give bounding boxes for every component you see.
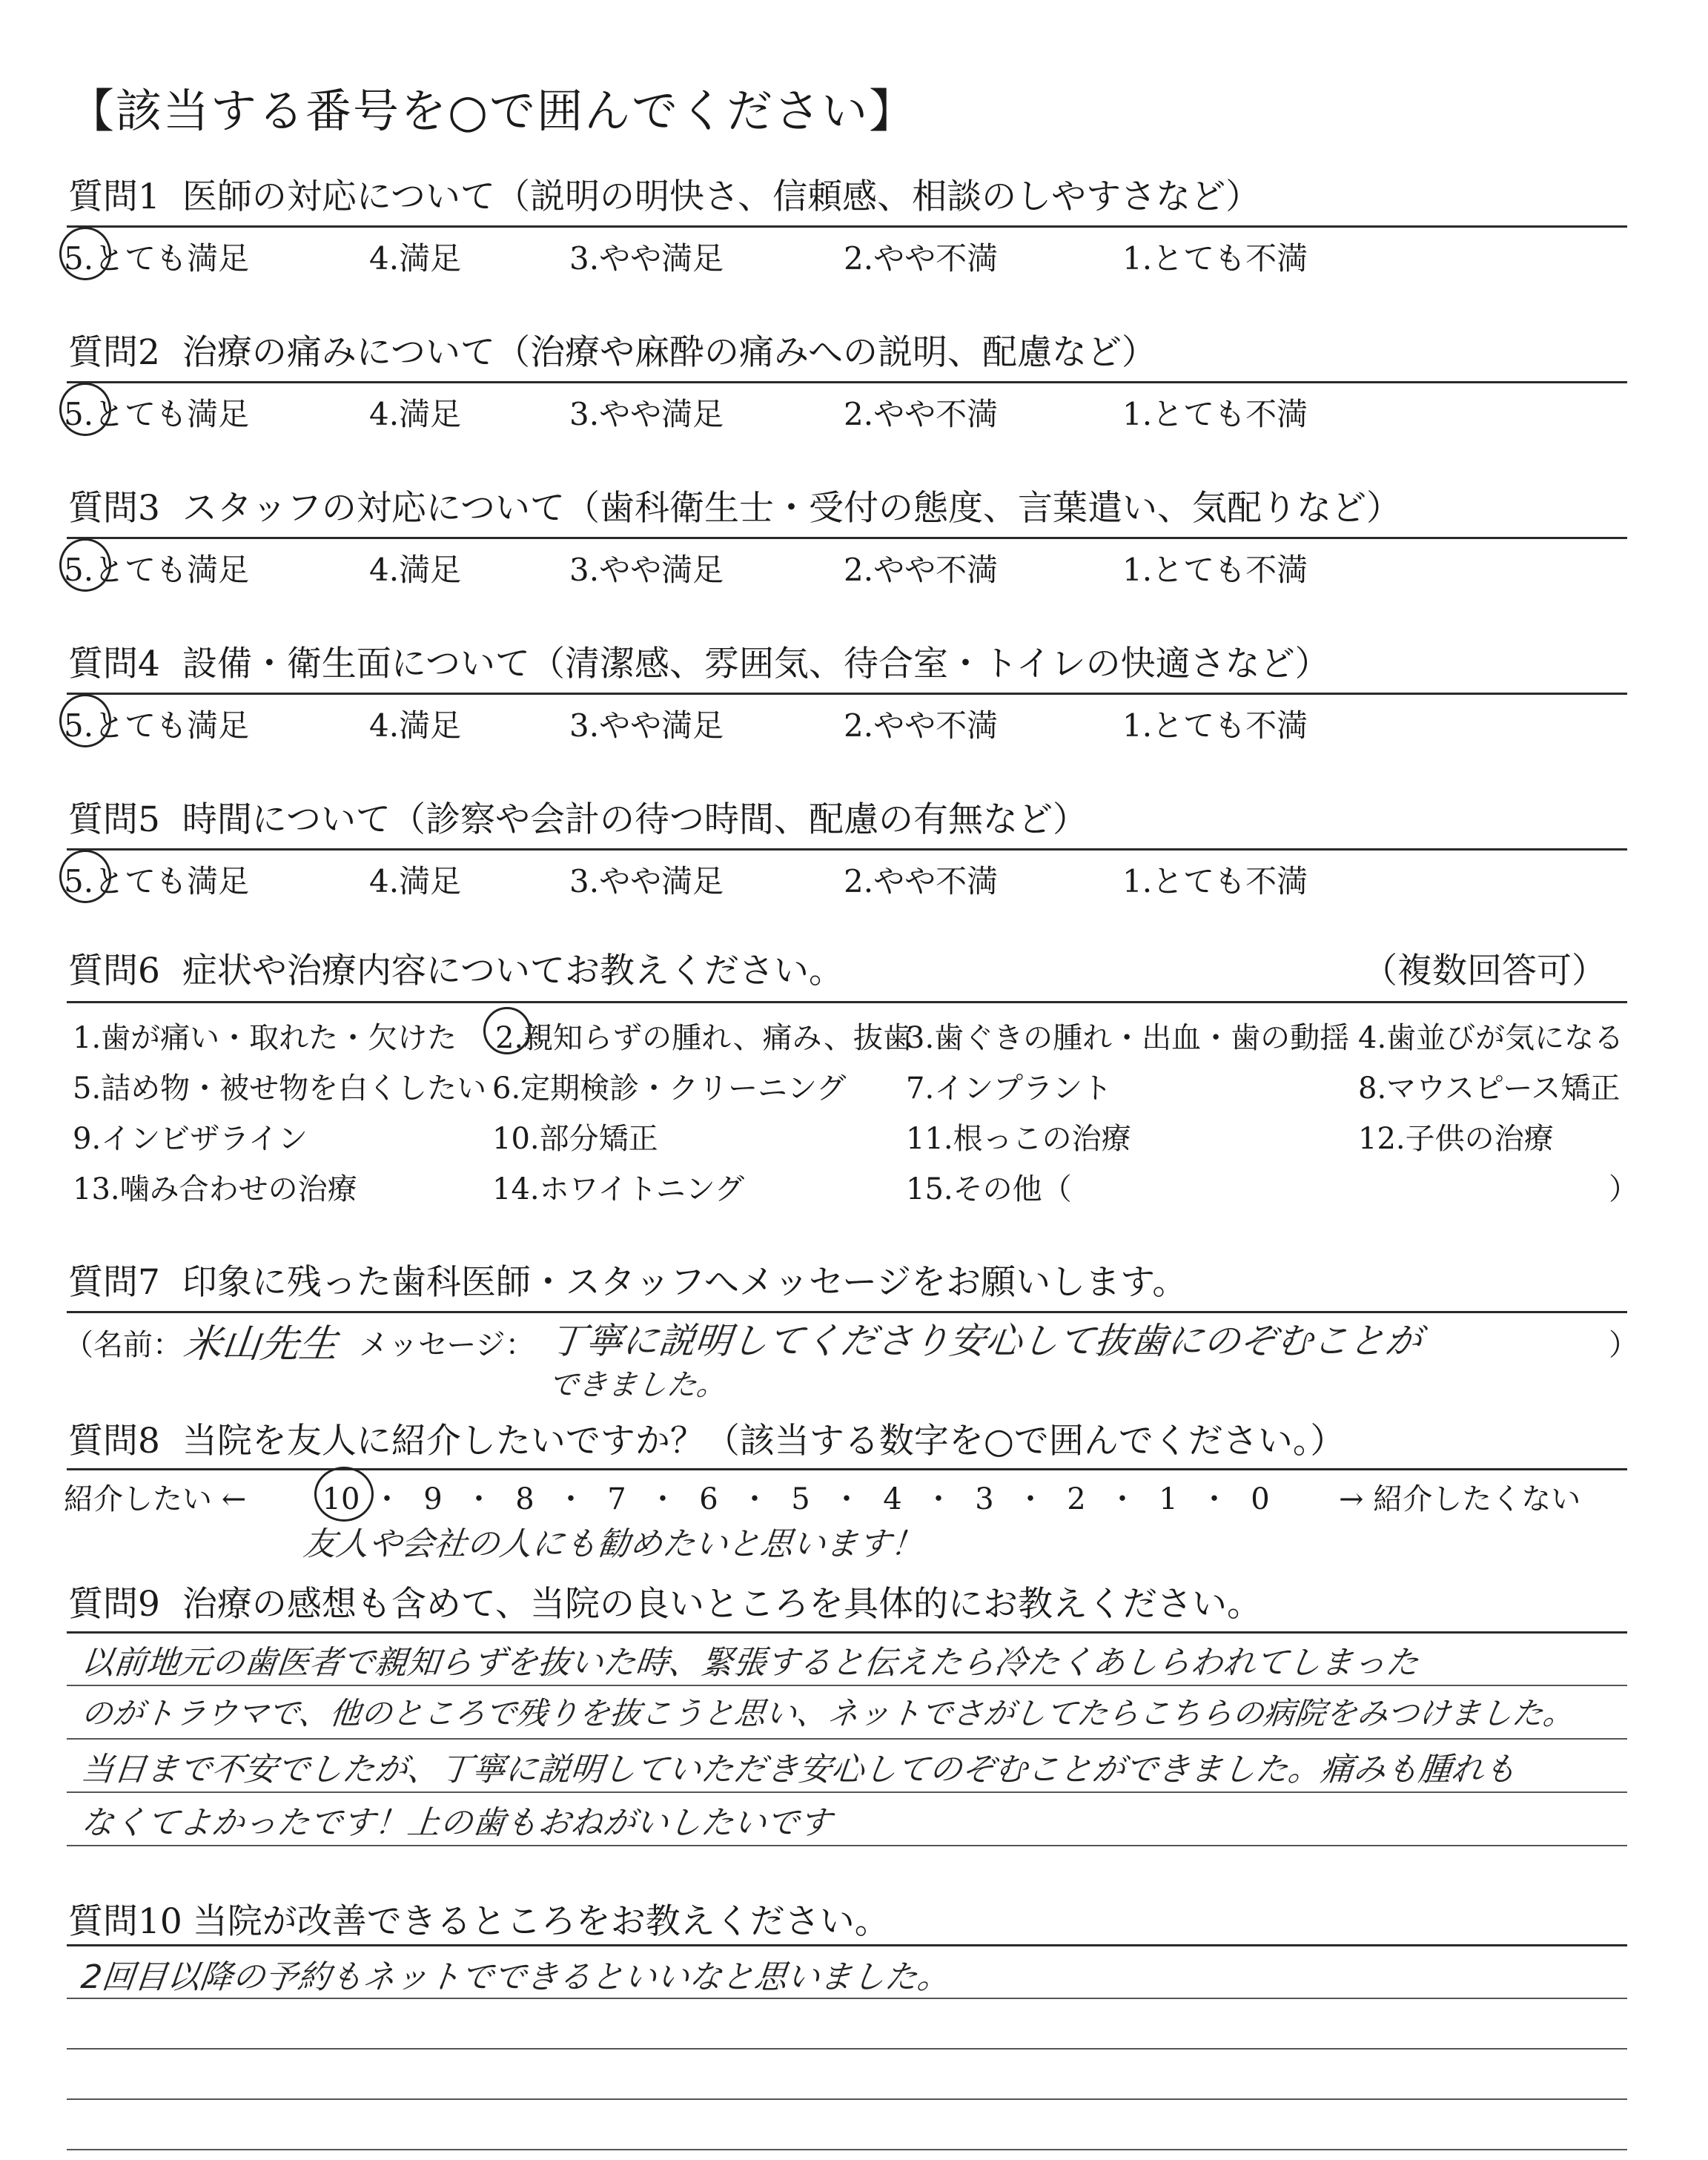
q6-option-11[interactable]: 11.根っこの治療 [906,1122,1131,1156]
scale-value-10[interactable]: 10 [322,1482,360,1516]
q1-heading [68,169,1260,219]
q6-option-14[interactable]: 14.ホワイトニング [492,1172,745,1206]
q6-text: 症状や治療内容についてお教えください。 [182,951,844,991]
q7-text: 印象に残った歯科医師・スタッフへメッセージをお願いします。 [182,1262,1188,1303]
scale-value-9[interactable]: 9 [423,1482,443,1516]
q3-option-5[interactable]: 5.とても満足 [64,552,250,588]
q5-number: 質問5 [68,799,160,840]
q6-option-15[interactable]: 15.その他（ [906,1172,1072,1206]
q5-selection-circle [59,850,111,903]
q9-line-rule-3 [67,1791,1627,1793]
scale-separator: ・ [372,1482,402,1516]
q9-line-rule-4 [67,1845,1627,1846]
scale-separator: ・ [1199,1482,1229,1516]
q6-option-7[interactable]: 7.インプラント [906,1071,1113,1106]
q1-option-5[interactable]: 5.とても満足 [64,240,250,277]
scale-value-8[interactable]: 8 [515,1482,534,1516]
q2-selection-circle [59,383,111,436]
q3-text: スタッフの対応について（歯科衛生士・受付の態度、言葉遣い、気配りなど） [182,488,1401,529]
q3-option-1[interactable]: 1.とても不満 [1122,552,1308,588]
scale-separator: ・ [832,1482,861,1516]
q10-answer-line-1[interactable]: 2回目以降の予約もネットでできるといいなと思いました。 [79,1958,953,1996]
q1-text: 医師の対応について（説明の明快さ、信頼感、相談のしやすさなど） [182,176,1261,217]
scale-separator: ・ [1016,1482,1045,1516]
q6-option-2[interactable]: 2.親知らずの腫れ、痛み、抜歯 [495,1021,913,1055]
q4-text: 設備・衛生面について（清潔感、雰囲気、待合室・トイレの快適さなど） [182,644,1330,684]
q8-right-label: → 紹介したくない [1339,1482,1581,1516]
q6-option-1[interactable]: 1.歯が痛い・取れた・欠けた [73,1021,457,1055]
q2-option-3[interactable]: 3.やや満足 [569,396,724,432]
q9-rule [67,1631,1627,1634]
q6-option-9[interactable]: 9.インビザライン [73,1122,308,1156]
q3-option-2[interactable]: 2.やや不満 [844,552,999,588]
q7-number: 質問7 [68,1262,160,1303]
q8-selection-circle [314,1467,374,1522]
q1-option-3[interactable]: 3.やや満足 [569,240,724,277]
q6-option-4[interactable]: 4.歯並びが気になる [1358,1021,1624,1055]
q10-line-rule-2 [67,2048,1627,2050]
q1-number: 質問1 [68,176,160,217]
scale-separator: ・ [740,1482,769,1516]
q1-rule [67,225,1627,228]
q6-option-3[interactable]: 3.歯ぐきの腫れ・出血・歯の動揺 [906,1021,1350,1055]
q4-option-4[interactable]: 4.満足 [369,707,462,744]
q10-heading [68,1894,890,1943]
q2-option-4[interactable]: 4.満足 [369,396,462,432]
q9-text: 治療の感想も含めて、当院の良いところを具体的にお教えください。 [182,1584,1262,1625]
q4-heading [68,636,1330,686]
q8-heading [68,1413,1345,1463]
q8-left-label: 紹介したい ← [64,1482,247,1516]
q6-option-12[interactable]: 12.子供の治療 [1358,1122,1554,1156]
q6-option-15-close: ） [1609,1172,1638,1206]
q4-selection-circle [59,694,111,747]
q10-line-rule-3 [67,2098,1627,2100]
q1-option-4[interactable]: 4.満足 [369,240,462,277]
q10-text: 当院が改善できるところをお教えください。 [192,1901,890,1942]
q8-comment[interactable]: 友人や会社の人にも勧めたいと思います！ [301,1525,926,1563]
q2-option-1[interactable]: 1.とても不満 [1122,396,1308,432]
q3-selection-circle [59,538,111,592]
form-title: 【該当する番号を○で囲んでください】 [68,84,917,138]
q6-option-10[interactable]: 10.部分矯正 [492,1122,658,1156]
q6-option-5[interactable]: 5.詰め物・被せ物を白くしたい [73,1071,487,1106]
q4-rule [67,693,1627,695]
q3-number: 質問3 [68,488,160,529]
q2-option-2[interactable]: 2.やや不満 [844,396,999,432]
q8-rule [67,1468,1627,1470]
q10-line-rule-1 [67,1998,1627,1999]
q1-option-1[interactable]: 1.とても不満 [1122,240,1308,277]
scale-value-0[interactable]: 0 [1251,1482,1270,1516]
q6-heading [68,943,844,993]
q5-text: 時間について（診察や会計の待つ時間、配慮の有無など） [182,799,1088,840]
scale-separator: ・ [1108,1482,1137,1516]
q9-answer-line-4[interactable]: なくてよかったです！上の歯もおねがいしたいです [79,1804,834,1842]
q2-number: 質問2 [68,332,160,373]
q3-option-3[interactable]: 3.やや満足 [569,552,724,588]
q1-selection-circle [59,227,111,280]
q6-note: （複数回答可） [1363,951,1606,991]
q6-option-8[interactable]: 8.マウスピース矯正 [1358,1071,1621,1106]
q5-option-5[interactable]: 5.とても満足 [64,863,250,899]
q4-option-2[interactable]: 2.やや不満 [844,707,999,744]
q9-number: 質問9 [68,1584,160,1625]
q5-option-1[interactable]: 1.とても不満 [1122,863,1308,899]
q9-answer-line-1[interactable]: 以前地元の歯医者で親知らずを抜いた時、緊張すると伝えたら冷たくあしらわれてしまった [79,1644,1421,1682]
q9-heading [68,1576,1262,1626]
q7-message-line2[interactable]: できました。 [546,1368,729,1402]
q8-text: 当院を友人に紹介したいですか？（該当する数字を○で囲んでください。） [182,1421,1345,1462]
scale-value-5[interactable]: 5 [791,1482,810,1516]
q2-heading [68,325,1156,374]
q2-option-5[interactable]: 5.とても満足 [64,396,250,432]
q4-option-3[interactable]: 3.やや満足 [569,707,724,744]
q10-rule [67,1944,1627,1946]
q3-rule [67,537,1627,539]
q7-name-label: （名前： [64,1328,182,1362]
q4-option-1[interactable]: 1.とても不満 [1122,707,1308,744]
q10-line-rule-4 [67,2149,1627,2150]
q10-number: 質問10 [68,1901,182,1942]
q5-heading [68,792,1088,842]
q7-heading [68,1255,1187,1304]
q1-option-2[interactable]: 2.やや不満 [844,240,999,277]
q5-option-2[interactable]: 2.やや不満 [844,863,999,899]
scale-separator: ・ [924,1482,953,1516]
q2-text: 治療の痛みについて（治療や麻酔の痛みへの説明、配慮など） [182,332,1157,373]
scale-value-2[interactable]: 2 [1067,1482,1086,1516]
q5-option-3[interactable]: 3.やや満足 [569,863,724,899]
q6-rule [67,1001,1627,1003]
q6-option-6[interactable]: 6.定期検診・クリーニング [492,1071,847,1106]
q9-answer-line-3[interactable]: 当日まで不安でしたが、丁寧に説明していただき安心してのぞむことができました。痛みも腫れも [79,1751,1519,1789]
q5-option-4[interactable]: 4.満足 [369,863,462,899]
scale-value-3[interactable]: 3 [975,1482,994,1516]
q7-close: ） [1609,1328,1638,1362]
q9-line-rule-1 [67,1685,1627,1686]
q4-number: 質問4 [68,644,160,684]
q7-name-value[interactable]: 米山先生 [181,1322,340,1367]
q9-answer-line-2[interactable]: のがトラウマで、他のところで残りを抜こうと思い、ネットでさがしてたらこちらの病院をみつけました。 [79,1695,1577,1731]
q7-message-line1[interactable]: 丁寧に説明してくださり安心して抜歯にのぞむことが [547,1320,1424,1362]
q3-option-4[interactable]: 4.満足 [369,552,462,588]
q6-number: 質問6 [68,951,160,991]
q8-number: 質問8 [68,1421,160,1462]
q5-rule [67,848,1627,851]
scale-separator: ・ [464,1482,494,1516]
q2-rule [67,381,1627,383]
scale-value-7[interactable]: 7 [607,1482,626,1516]
scale-separator: ・ [556,1482,586,1516]
q6-selection-circle [483,1007,531,1054]
q4-option-5[interactable]: 5.とても満足 [64,707,250,744]
scale-value-6[interactable]: 6 [699,1482,718,1516]
scale-value-4[interactable]: 4 [883,1482,902,1516]
scale-separator: ・ [648,1482,678,1516]
q7-message-label: メッセージ： [359,1328,535,1362]
q8-scale [319,1476,1282,1518]
q3-heading [68,480,1401,530]
q9-line-rule-2 [67,1738,1627,1740]
scale-value-1[interactable]: 1 [1159,1482,1178,1516]
q6-option-13[interactable]: 13.噛み合わせの治療 [73,1172,357,1206]
